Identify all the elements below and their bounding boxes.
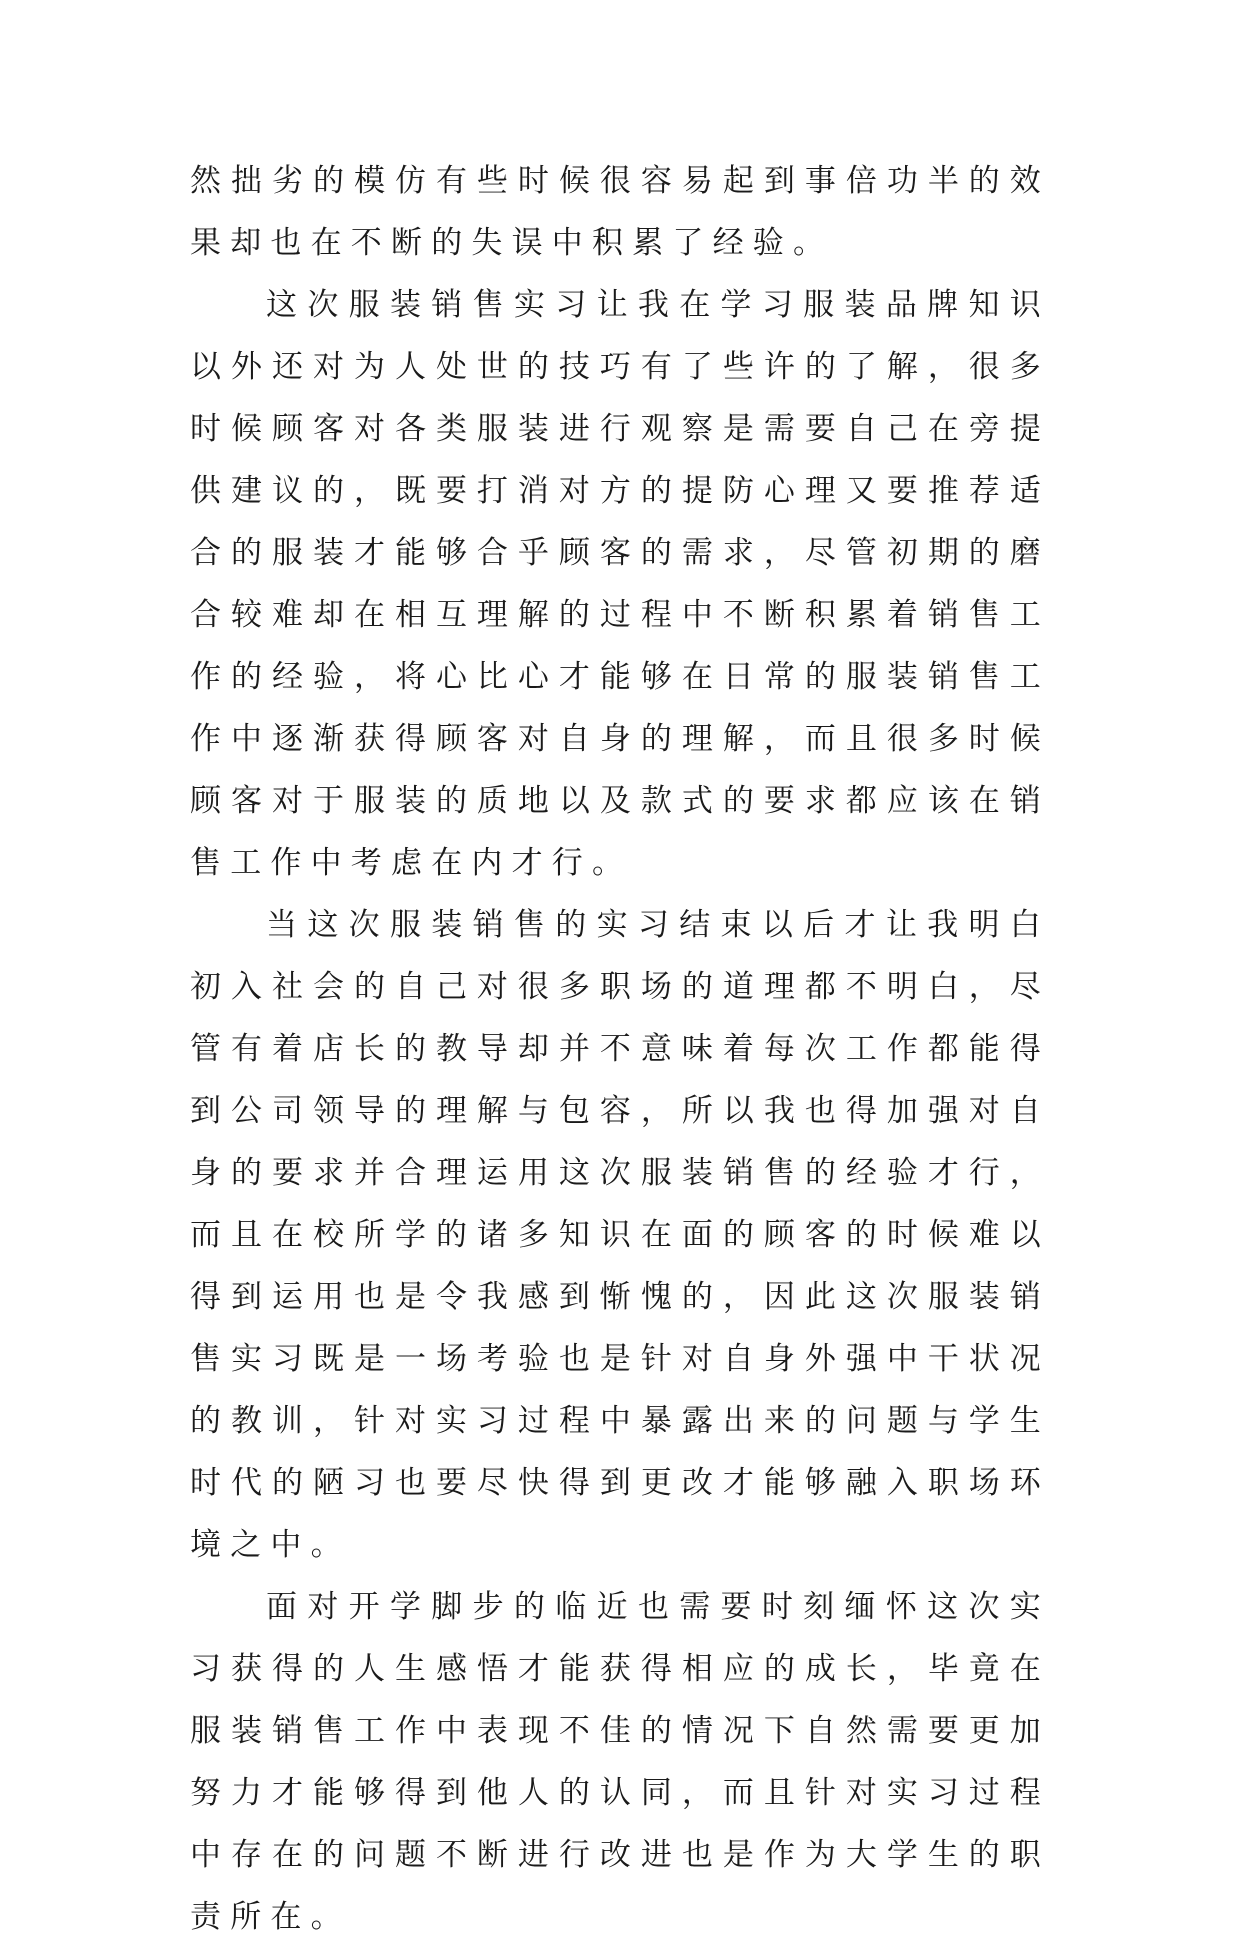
paragraph-continuation: 然拙劣的模仿有些时候很容易起到事倍功半的效果却也在不断的失误中积累了经验。: [190, 163, 1050, 261]
paragraph-internship-reflection: 当这次服装销售的实习结束以后才让我明白初入社会的自己对很多职场的道理都不明白，尽管有着店长的教导却并不意味着每次工作都能得到公司领导的理解与包容，所以我也得加强对自身的要求并合理运用这次服装销售的经验才行，而且在校所学的诸多知识在面的顾客的时候难以得到运用也是令我感到惭愧的，因此这次服装销售实习既是一场考验也是针对自身外强中干状况的教训，针对实习过程中暴露出来的问题与学生时代的陋习也要尽快得到更改才能够融入职场环境之中。: [190, 907, 1050, 1563]
paragraph-sales-internship-skills: 这次服装销售实习让我在学习服装品牌知识以外还对为人处世的技巧有了些许的了解，很多时候顾客对各类服装进行观察是需要自己在旁提供建议的，既要打消对方的提防心理又要推荐适合的服装才能够合乎顾客的需求，尽管初期的磨合较难却在相互理解的过程中不断积累着销售工作的经验，将心比心才能够在日常的服装销售工作中逐渐获得顾客对自身的理解，而且很多时候顾客对于服装的质地以及款式的要求都应该在销售工作中考虑在内才行。: [190, 287, 1050, 881]
paragraph-closing: 面对开学脚步的临近也需要时刻缅怀这次实习获得的人生感悟才能获得相应的成长，毕竟在服装销售工作中表现不佳的情况下自然需要更加努力才能够得到他人的认同，而且针对实习过程中存在的问题不断进行改进也是作为大学生的职责所在。: [190, 1589, 1050, 1935]
document-body: [190, 150, 1050, 1948]
